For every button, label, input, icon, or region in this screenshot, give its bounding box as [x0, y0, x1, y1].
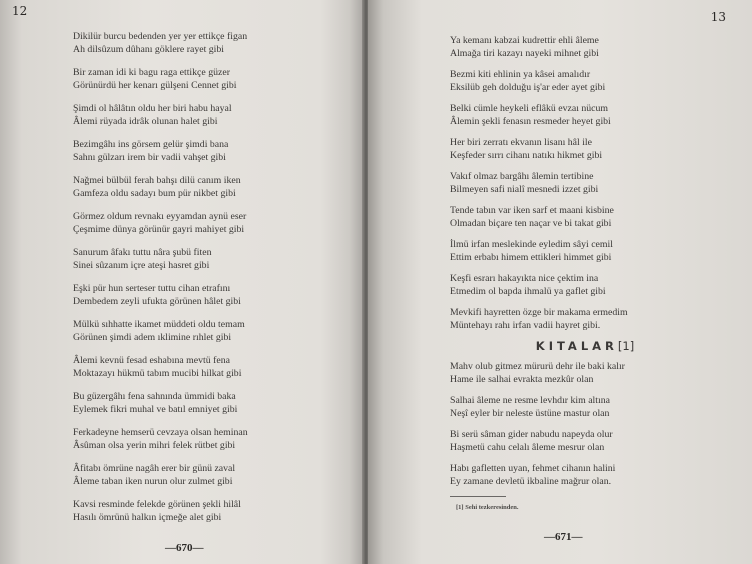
verse-line: Çeşmime dünya görünür gayri mahiyet gibi	[73, 224, 245, 235]
verse-line: Mülkü sıhhatte ikamet müddeti oldu temam	[73, 319, 245, 330]
page-number: 12	[12, 4, 28, 18]
couplet	[450, 272, 710, 298]
verse-line: Almağa tiri kazayı nayeki mihnet gibi	[450, 48, 599, 59]
verse-line: Hasılı ömrünü halkın içmeğe alet gibi	[73, 512, 222, 523]
verse-line: Salhai âleme ne resme levhdır kim altına	[450, 395, 610, 406]
page-number: 13	[710, 10, 726, 24]
verse-line: Âlemi rüyada idrâk olunan halet gibi	[73, 116, 218, 127]
couplet	[73, 318, 333, 344]
verse-line: Bilmeyen safi nialî mesnedi izzet gibi	[450, 184, 599, 195]
verse-line: Belki cümle heykeli eflâkü evzaı nücum	[450, 103, 609, 114]
verse-line: Olmadan biçare ten naçar ve bi takat gibi	[450, 218, 612, 229]
verse-line: Ah dilsûzum dûhanı göklere rayet gibi	[73, 44, 225, 55]
poem-text	[450, 34, 710, 514]
verse-line: Mevkifi hayretten özge bir makama ermedim	[450, 307, 628, 318]
verse-line: Eşki pür hun serteser tuttu cihan etrafını	[73, 283, 231, 294]
couplet	[73, 282, 333, 308]
couplet	[450, 34, 710, 60]
couplet	[73, 102, 333, 128]
verse-line: Ey zamane devletü ikbaline mağrur olan.	[450, 476, 612, 487]
verse-line: Dikilür burcu bedenden yer yer ettikçe figan	[73, 31, 248, 42]
verse-line: Âlemi kevnü fesad eshabına mevtü fena	[73, 355, 230, 366]
verse-line: Sinei sûzanım içre ateşi hasret gibi	[73, 260, 210, 271]
verse-line: Görünürdü her kenarı gülşeni Cennet gibi	[73, 80, 237, 91]
folio-number: —670—	[165, 542, 204, 554]
verse-line: Keşfeder sırrı cihanı natıkı hikmet gibi	[450, 150, 603, 161]
verse-line: Bir zaman idi ki bagu raga ettikçe güzer	[73, 67, 230, 78]
verse-line: Eylemek fikri muhal ve batıl emniyet gibi	[73, 404, 238, 415]
verse-line: Bezmi kiti ehlinin ya kâsei amalıdır	[450, 69, 591, 80]
verse-line: Âfitabı ömrüne nagâh erer bir günü zaval	[73, 463, 236, 474]
couplet	[73, 498, 333, 524]
verse-line: Nağmei bülbül ferah bahşı dilü canım iken	[73, 175, 241, 186]
verse-line: Etmedim ol bapda ihmalü ya gaflet gibi	[450, 286, 606, 297]
verse-line: Görmez oldum revnakı eyyamdan aynü eser	[73, 211, 247, 222]
verse-line: Dembedem zeyli ufukta görünen hâlet gibi	[73, 296, 241, 307]
couplet	[73, 174, 333, 200]
couplet	[450, 238, 710, 264]
couplet	[73, 66, 333, 92]
verse-line: Keşfi esrarı hakayıkta nice çektim ina	[450, 273, 599, 284]
couplet	[450, 68, 710, 94]
verse-line: Neşî eyler bir neleste üstüne mastur olan	[450, 408, 610, 419]
couplet	[73, 426, 333, 452]
verse-line: Ettim erbabı himem ettikleri himmet gibi	[450, 252, 612, 263]
verse-line: Sanurum âfakı tuttu nâra şubü fiten	[73, 247, 212, 258]
couplet	[73, 246, 333, 272]
verse-line: Şimdi ol hâlâtın oldu her biri habu hayal	[73, 103, 232, 114]
couplet	[73, 210, 333, 236]
verse-line: Müntehayı rahı irfan vadii hayret gibi.	[450, 320, 601, 331]
couplet	[450, 204, 710, 230]
couplet	[73, 30, 333, 56]
verse-line: Ferkadeyne hemserü cevzaya olsan heminan	[73, 427, 248, 438]
verse-line: Bezimgâhı ins görsem gelür şimdi bana	[73, 139, 229, 150]
verse-line: İlmü irfan meslekinde eyledim sâyi cemil	[450, 239, 613, 250]
verse-line: Eksilüb geh dolduğu iş'ar eder ayet gibi	[450, 82, 606, 93]
couplet	[450, 170, 710, 196]
couplet	[450, 102, 710, 128]
verse-line: Sahnı gülzarı irem bir vadii vahşet gibi	[73, 152, 226, 163]
couplet	[73, 138, 333, 164]
poem-text	[73, 30, 333, 534]
folio-number: —671—	[544, 531, 583, 543]
verse-line: Âlemin şekli fenasın resmeder heyet gibi	[450, 116, 611, 127]
couplet	[73, 354, 333, 380]
verse-line: Ya kemanı kabzai kudrettir ehli âleme	[450, 35, 599, 46]
verse-line: Bu güzergâhı fena sahnında ümmidi baka	[73, 391, 236, 402]
verse-line: Haşmetü cahu celalı âleme mesrur olan	[450, 442, 605, 453]
section-heading-text: KITALAR	[535, 339, 618, 353]
verse-line: Habı gafletten uyan, fehmet cihanın halini	[450, 463, 616, 474]
left-page	[0, 0, 364, 564]
verse-line: Tende tabın var iken sarf et maani kisbine	[450, 205, 614, 216]
couplet	[73, 462, 333, 488]
verse-line: Moktazayı hükmü tabım mucibi hilkat gibi	[73, 368, 242, 379]
couplet	[73, 390, 333, 416]
verse-line: Gamfeza oldu sadayı bum pür nikbet gibi	[73, 188, 236, 199]
couplet	[450, 136, 710, 162]
verse-line: Âsûman olsa yerin mihri felek rütbet gibi	[73, 440, 236, 451]
verse-line: Her biri zerratı ekvanın lisanı hâl ile	[450, 137, 592, 148]
section-heading	[450, 340, 710, 353]
couplet	[450, 360, 710, 386]
footnote: [1] Sehi tezkeresinden.	[456, 504, 519, 511]
verse-line: Hame ile salhai evrakta mezkûr olan	[450, 374, 594, 385]
footnote-rule	[450, 496, 506, 497]
verse-line: Bi serü sâman gider nabudu napeyda olur	[450, 429, 613, 440]
right-page	[368, 0, 752, 564]
verse-line: Mahv olub gitmez mürurü dehr ile baki kalır	[450, 361, 625, 372]
verse-line: Görünen şimdi adem ıklimine rıhlet gibi	[73, 332, 232, 343]
verse-line: Kavsi resminde felekde görünen şekli hilâl	[73, 499, 241, 510]
verse-line: Vakıf olmaz bargâhı âlemin tertibine	[450, 171, 594, 182]
couplet	[450, 428, 710, 454]
footnote-marker: [1]	[617, 339, 635, 353]
couplet	[450, 462, 710, 488]
verse-line: Âleme taban iken nurun olur zulmet gibi	[73, 476, 233, 487]
couplet	[450, 394, 710, 420]
couplet	[450, 306, 710, 332]
